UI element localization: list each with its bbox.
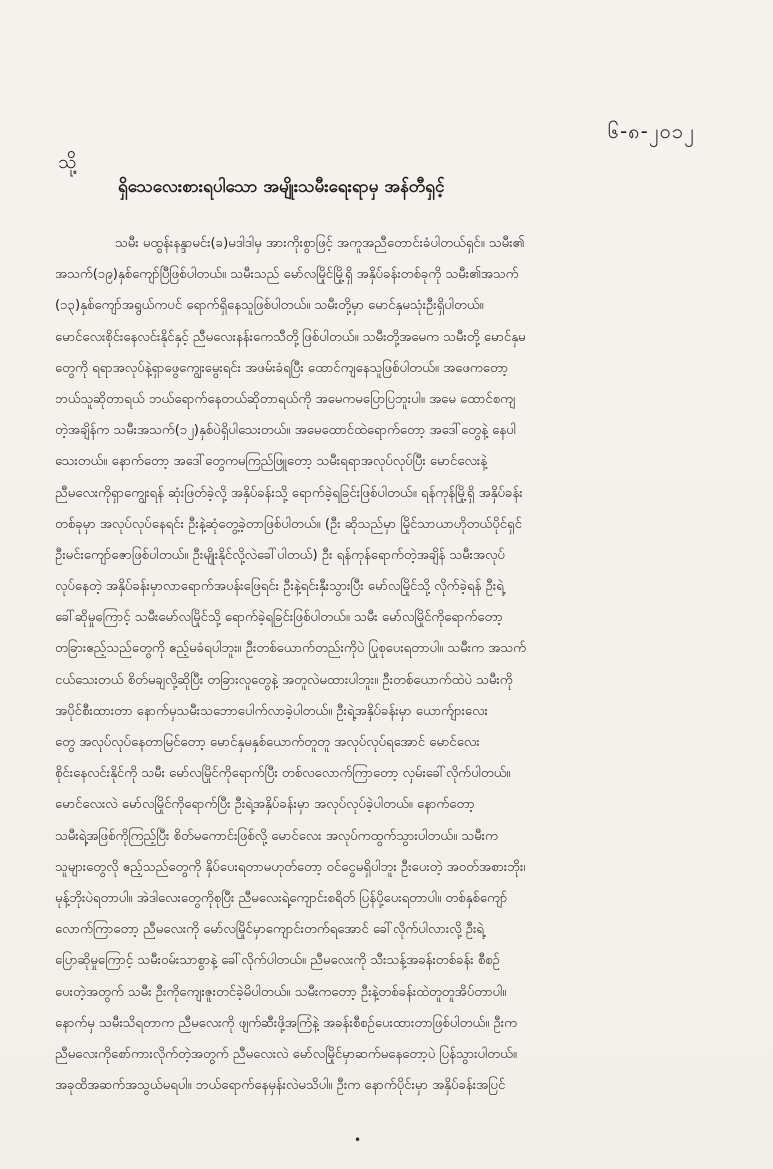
- letter-recipient-prefix: သို့: [58, 151, 77, 173]
- body-line: သမီးရဲ့အဖြစ်ကိုကြည့်ပြီး စိတ်မကောင်းဖြစ်လို့ မောင်လေး အလုပ်ကထွက်သွားပါတယ်။ သမီးက: [55, 828, 498, 844]
- body-line: အသက်(၁၉)နှစ်ကျော်ပြီဖြစ်ပါတယ်။ သမီးသည် မော်လမြိုင်မြို့ရှိ အနှိပ်ခန်းတစ်ခုကို သမီး၏အသက်: [55, 267, 519, 283]
- body-line: လုပ်နေတဲ့ အနှိပ်ခန်းမှာလာရောက်အပန်းဖြေရင်း ဦးနဲ့ရင်းနှီးသွားပြီး မော်လမြိုင်သို့ လိုက်ခဲ့ရန် ဦးရဲ့: [55, 579, 504, 595]
- body-line: မောင်လေးစိုင်းနေလင်းနိုင်နှင့် ညီမလေးနန်းကေသီတို့ဖြစ်ပါတယ်။ သမီးတို့အမေက သမီးတို့ မောင်နှမ: [55, 329, 526, 345]
- body-line: ပေးတဲ့အတွက် သမီး ဦးကိုကျေးဇူးတင်ခဲ့မိပါတယ်။ သမီးကတော့ ဦးနဲ့တစ်ခန်းထဲတူတူအိပ်တာပါ။: [55, 984, 507, 1000]
- body-line: တခြားဧည့်သည်တွေကို ဧည့်မခံရပါဘူး။ ဦးတစ်ယောက်တည်းကိုပဲ ပြုစုပေးရတာပါ။ သမီးက အသက်: [55, 641, 526, 657]
- page-mark: •: [354, 1133, 362, 1147]
- letter-date: ၆-၈-၂၀၁၂: [607, 119, 695, 143]
- body-line: မုန့်ဘိုးပဲရတာပါ။ အဲဒါလေးတွေကိုစုပြီး ညီမလေးရဲ့ကျောင်းစရိတ် ပြန်ပို့ပေးရတာပါ။ တစ်နှစ်ကျော်: [55, 890, 508, 906]
- body-line: အခုထိအဆက်အသွယ်မရပါ။ ဘယ်ရောက်နေမှန်းလဲမသိပါ။ ဦးက နောက်ပိုင်းမှာ အနှိပ်ခန်းအပြင်: [55, 1078, 506, 1094]
- body-line: တစ်ခုမှာ အလုပ်လုပ်နေရင်း ဦးနဲ့ဆုံတွေ့ခဲ့တာဖြစ်ပါတယ်။ (ဦး ဆိုသည်မှာ မြိုင်သာယာဟိုတယ်ပိုင်ရှင်: [55, 516, 522, 532]
- body-line: သမီး မထွန်းနန္ဒာမင်း(ခ)မဒါဒါမှ အားကိုးစွာဖြင့် အကူအညီတောင်းခံပါတယ်ရှင်။ သမီး၏: [115, 236, 525, 251]
- body-line: ခေါ်ဆိုမှုကြောင့် သမီးမော်လမြိုင်သို့ ရောက်ခဲ့ရခြင်းဖြစ်ပါတယ်။ သမီး မော်လမြိုင်ကိုရောက်တော့: [55, 610, 503, 626]
- body-line: ဦးမင်းကျော်ဇောဖြစ်ပါတယ်။ ဦးမျိုးနိုင်လို့လဲခေါ်ပါတယ်) ဦး ရန်ကုန်ရောက်တဲ့အချိန် သမီးအလုပ်: [55, 547, 505, 563]
- body-line: ညီမလေးကိုရှာကျွေးရန် ဆုံးဖြတ်ခဲ့လို့ အနှိပ်ခန်းသို့ ရောက်ခဲ့ရခြင်းဖြစ်ပါတယ်။ ရန်ကုန်မြို့ရှိ အနှိပ်ခန်း: [55, 485, 523, 501]
- body-line: ငယ်သေးတယ် စိတ်မချလို့ဆိုပြီး တခြားလူတွေနဲ့ အတူလဲမထားပါဘူး။ ဦးတစ်ယောက်ထဲပဲ သမီးကို: [55, 672, 513, 688]
- body-line: တဲ့အချိန်က သမီးအသက်(၁၂)နှစ်ပဲရှိပါသေးတယ်။ အမေထောင်ထဲရောက်တော့ အဒေါ်တွေနဲ့ နေပါ: [55, 423, 516, 439]
- body-line: သူများတွေလို ဧည့်သည်တွေကို နှိပ်ပေးရတာမဟုတ်တော့ ဝင်ငွေမရှိပါဘူး ဦးပေးတဲ့ အဝတ်အစားဘိုး၊: [55, 859, 526, 875]
- body-line: လောက်ကြာတော့ ညီမလေးကို မော်လမြိုင်မှာကျောင်းတက်ရအောင် ခေါ်လိုက်ပါလားလို့ ဦးရဲ့: [55, 922, 484, 938]
- body-line: နောက်မှ သမီးသိရတာက ညီမလေးကို ဖျက်ဆီးဖို့အကြံနဲ့ အခန်းစီစဉ်ပေးထားတာဖြစ်ပါတယ်။ ဦးက: [55, 1015, 518, 1031]
- body-line: သေးတယ်။ နောက်တော့ အဒေါ်တွေကမကြည်ဖြူတော့ သမီးရရာအလုပ်လုပ်ပြီး မောင်လေးနဲ့: [55, 454, 488, 470]
- body-line: အပိုင်စီးထားတာ နောက်မှသမီးသဘောပေါက်လာခဲ့ပါတယ်။ ဦးရဲ့အနှိပ်ခန်းမှာ ယောက်ျားလေး: [55, 703, 488, 719]
- body-line: (၁၃)နှစ်ကျော်အရွယ်ကပင် ရောက်ရှိနေသူဖြစ်ပါတယ်။ သမီးတို့မှာ မောင်နှမသုံးဦးရှိပါတယ်။: [55, 298, 484, 314]
- body-line: တွေကို ရရာအလုပ်နဲ့ရှာဖွေကျွေးမွေးရင်း အဖမ်းခံရပြီး ထောင်ကျနေသူဖြစ်ပါတယ်။ အဖေကတော့: [55, 360, 509, 376]
- letter-body: [55, 228, 715, 1101]
- body-line: ပြောဆိုမှုကြောင့် သမီးဝမ်းသာစွာနဲ့ ခေါ်လိုက်ပါတယ်။ ညီမလေးကို သီးသန့်အခန်းတစ်ခန်း စီစဉ်: [55, 953, 500, 969]
- body-line: မောင်လေးလဲ မော်လမြိုင်ကိုရောက်ပြီး ဦးရဲ့အနှိပ်ခန်းမှာ အလုပ်လုပ်ခဲ့ပါတယ်။ နောက်တော့: [55, 797, 475, 813]
- letter-greeting: ရှိသေလေးစားရပါသော အမျိုးသမီးရေးရာမှ အန်တီရှင့်: [118, 177, 445, 197]
- body-line: စိုင်းနေလင်းနိုင်ကို သမီး မော်လမြိုင်ကိုရောက်ပြီး တစ်လလောက်ကြာတော့ လှမ်းခေါ်လိုက်ပါတယ်။: [55, 766, 511, 782]
- body-line: ဘယ်သူဆိုတာရယ် ဘယ်ရောက်နေတယ်ဆိုတာရယ်ကို အမေကမပြောပြဘူးပါ။ အမေ ထောင်စကျ: [55, 391, 516, 407]
- body-line: တွေ အလုပ်လုပ်နေတာမြင်တော့ မောင်နှမနှစ်ယောက်တူတူ အလုပ်လုပ်ရအောင် မောင်လေး: [55, 735, 480, 750]
- body-line: ညီမလေးကိုစော်ကားလိုက်တဲ့အတွက် ညီမလေးလဲ မော်လမြိုင်မှာဆက်မနေတော့ပဲ ပြန်သွားပါတယ်။: [55, 1046, 517, 1062]
